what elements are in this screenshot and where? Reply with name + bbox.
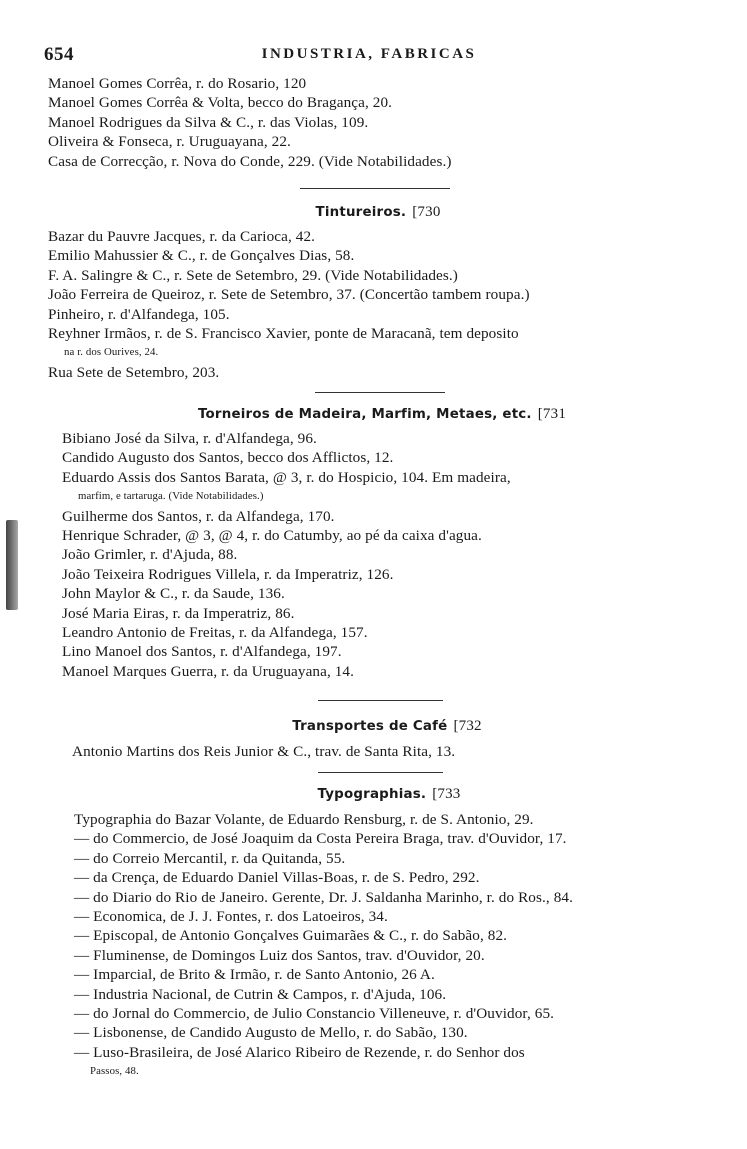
list-item: Leandro Antonio de Freitas, r. da Alfandega, 157. [62,624,368,642]
section-heading [72,714,702,738]
section-divider [318,700,443,701]
list-item: João Teixeira Rodrigues Villela, r. da Imperatriz, 126. [62,565,394,583]
list-item: Candido Augusto dos Santos, becco dos Afflictos, 12. [62,449,394,467]
list-item: Eduardo Assis dos Santos Barata, @ 3, r. do Hospicio, 104. Em madeira, [62,468,511,486]
list-item: — Luso-Brasileira, de José Alarico Ribeiro de Rezende, r. do Senhor dos [74,1043,525,1061]
section-number: [730 [412,204,441,220]
list-item: — do Correio Mercantil, r. da Quitanda, 55. [74,849,346,867]
list-item: Casa de Correcção, r. Nova do Conde, 229. (Vide Notabilidades.) [48,152,452,170]
list-item: Guilherme dos Santos, r. da Alfandega, 170. [62,507,335,525]
section-transportes [72,714,702,761]
binding-shadow [6,520,18,610]
list-item: — Industria Nacional, de Cutrin & Campos, r. d'Ajuda, 106. [74,985,447,1003]
section-tintureiros [48,200,708,382]
list-item: — Episcopal, de Antonio Gonçalves Guimarães & C., r. do Sabão, 82. [74,927,508,945]
list-item: — do Commercio, de José Joaquim da Costa Pereira Braga, trav. d'Ouvidor, 17. [74,830,567,848]
list-item: na r. dos Ourives, 24. [64,346,159,359]
list-item: João Grimler, r. d'Ajuda, 88. [62,546,238,564]
list-item: F. A. Salingre & C., r. Sete de Setembro, 29. (Vide Notabilidades.) [48,266,458,284]
running-title: INDUSTRIA, FABRICAS [261,46,477,62]
list-item: — Imparcial, de Brito & Irmão, r. de Santo Antonio, 26 A. [74,966,435,984]
list-item: — da Crença, de Eduardo Daniel Villas-Boas, r. de S. Pedro, 292. [74,869,480,887]
list-item: Bazar du Pauvre Jacques, r. da Carioca, 42. [48,228,316,245]
list-item: John Maylor & C., r. da Saude, 136. [62,585,285,603]
list-item: Manoel Gomes Corrêa, r. do Rosario, 120 [48,75,307,92]
section-heading [74,782,704,806]
section-number: [731 [537,406,567,422]
list-item: — Economica, de J. J. Fontes, r. dos Latoeiros, 34. [74,908,388,926]
list-item: Manoel Gomes Corrêa & Volta, becco do Bragança, 20. [48,94,393,112]
list-item: José Maria Eiras, r. da Imperatriz, 86. [62,604,295,622]
section-title: Torneiros de Madeira, Marfim, Metaes, etc. [197,407,532,422]
list-item: — do Diario do Rio de Janeiro. Gerente, Dr. J. Saldanha Marinho, r. do Ros., 84. [74,888,573,906]
section-typographias [74,782,704,1082]
list-item: marfim, e tartaruga. (Vide Notabilidades.) [78,490,264,503]
top-entries [48,74,708,171]
section-title: Transportes de Café [292,719,448,734]
section-divider [300,188,450,189]
section-number: [733 [432,786,461,802]
list-item: Antonio Martins dos Reis Junior & C., trav. de Santa Rita, 13. [72,743,456,760]
page-number: 654 [44,44,74,65]
list-item: — do Jornal do Commercio, de Julio Constancio Villeneuve, r. d'Ouvidor, 65. [74,1005,555,1023]
list-item: João Ferreira de Queiroz, r. Sete de Setembro, 37. (Concertão tambem roupa.) [48,286,530,304]
list-item: Manoel Rodrigues da Silva & C., r. das Violas, 109. [48,113,369,131]
section-divider [318,772,443,773]
section-title: Typographias. [317,787,427,802]
section-title: Tintureiros. [315,205,407,220]
list-item: Oliveira & Fonseca, r. Uruguayana, 22. [48,133,291,151]
list-item: Pinheiro, r. d'Alfandega, 105. [48,305,230,323]
section-number: [732 [453,718,482,734]
section-heading [62,402,702,426]
list-item: Typographia do Bazar Volante, de Eduardo Rensburg, r. de S. Antonio, 29. [74,811,534,828]
list-item: Emilio Mahussier & C., r. de Gonçalves Dias, 58. [48,247,355,265]
section-heading [48,200,708,224]
list-item: — Fluminense, de Domingos Luiz dos Santos, trav. d'Ouvidor, 20. [74,946,485,964]
list-item: Reyhner Irmãos, r. de S. Francisco Xavier, ponte de Maracanã, tem deposito [48,325,519,343]
list-item: Bibiano José da Silva, r. d'Alfandega, 96. [62,430,317,447]
list-item: Rua Sete de Setembro, 203. [48,363,220,381]
list-item: Passos, 48. [90,1065,139,1078]
list-item: Lino Manoel dos Santos, r. d'Alfandega, 197. [62,643,342,661]
section-torneiros [62,402,702,681]
list-item: Henrique Schrader, @ 3, @ 4, r. do Catumby, ao pé da caixa d'agua. [62,527,482,545]
section-divider [315,392,445,393]
list-item: — Lisbonense, de Candido Augusto de Mello, r. do Sabão, 130. [74,1024,468,1042]
list-item: Manoel Marques Guerra, r. da Uruguayana, 14. [62,662,355,680]
page-header [44,44,694,66]
